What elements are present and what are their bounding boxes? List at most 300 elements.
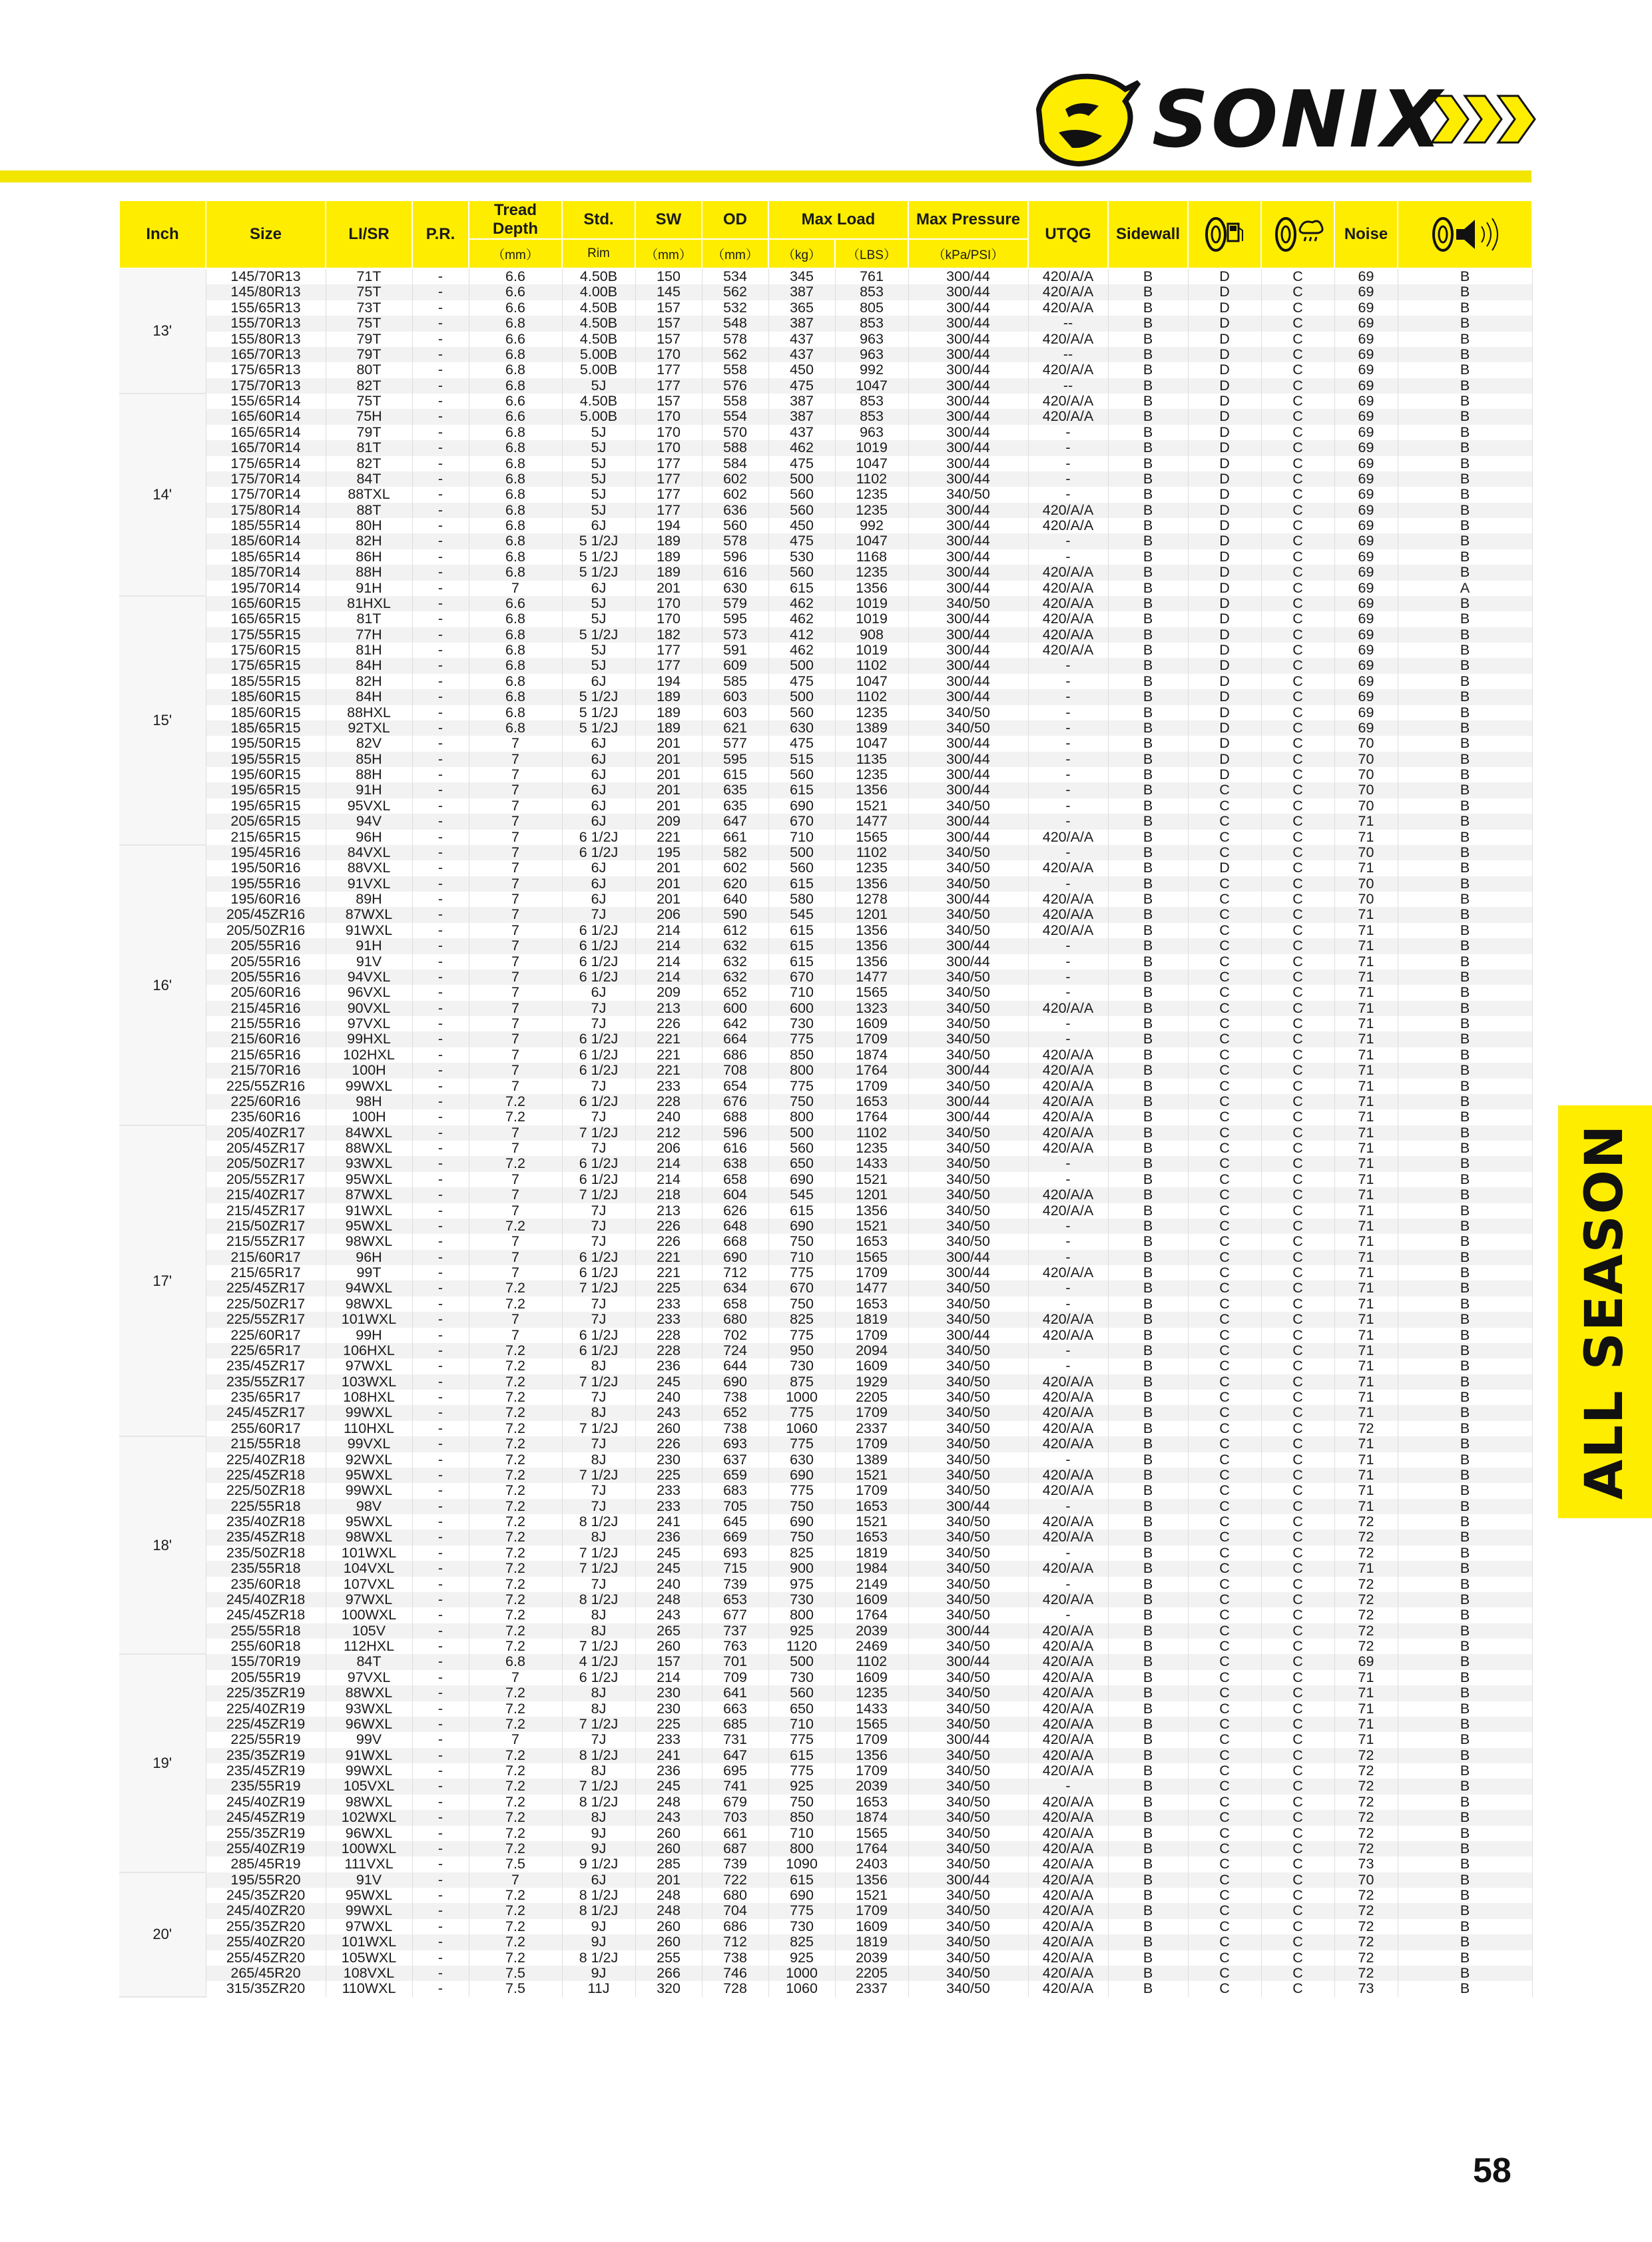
table-cell: 730	[768, 1358, 835, 1374]
table-cell: -	[412, 1296, 469, 1312]
table-cell: 87WXL	[326, 1187, 412, 1203]
table-cell: 69	[1334, 674, 1398, 689]
table-cell: 206	[635, 1141, 702, 1156]
table-cell: -	[412, 1919, 469, 1934]
table-row	[119, 1607, 1532, 1623]
table-cell: B	[1108, 1966, 1188, 1981]
table-cell: 175/65R15	[206, 658, 326, 673]
table-cell: 6 1/2J	[562, 1328, 635, 1343]
table-cell: 420/A/A	[1028, 1265, 1108, 1280]
table-cell: 710	[768, 1250, 835, 1265]
table-cell: C	[1261, 798, 1334, 814]
table-cell: 236	[635, 1763, 702, 1779]
table-cell: 1168	[835, 549, 908, 565]
table-cell: B	[1108, 440, 1188, 455]
table-cell: 7	[469, 892, 562, 907]
table-cell: B	[1398, 1639, 1532, 1654]
table-cell: -	[412, 503, 469, 518]
table-cell: 775	[768, 1483, 835, 1498]
table-cell: 206	[635, 907, 702, 922]
table-cell: -	[412, 1607, 469, 1623]
table-cell: 205/45ZR16	[206, 907, 326, 922]
table-cell: 679	[702, 1795, 768, 1810]
table-cell: C	[1261, 378, 1334, 394]
table-cell: 6.8	[469, 471, 562, 487]
table-cell: C	[1188, 1888, 1261, 1903]
table-cell: 590	[702, 907, 768, 922]
table-cell: 99T	[326, 1265, 412, 1280]
table-cell: 71	[1334, 1343, 1398, 1358]
table-cell: C	[1188, 1577, 1261, 1592]
table-cell: C	[1188, 1405, 1261, 1420]
table-row	[119, 1561, 1532, 1576]
table-cell: 420/A/A	[1028, 1748, 1108, 1763]
table-cell: 7	[469, 923, 562, 938]
table-cell: 6J	[562, 860, 635, 876]
table-cell: 612	[702, 923, 768, 938]
table-cell: 69	[1334, 487, 1398, 502]
table-cell: 6.8	[469, 440, 562, 455]
table-cell: 340/50	[908, 487, 1028, 502]
table-cell: 81T	[326, 440, 412, 455]
table-cell: 285/45R19	[206, 1856, 326, 1872]
table-cell: 615	[768, 938, 835, 954]
table-cell: B	[1108, 1468, 1188, 1483]
table-cell: C	[1261, 1779, 1334, 1794]
table-cell: 8J	[562, 1763, 635, 1779]
table-cell: 205/40ZR17	[206, 1125, 326, 1141]
table-cell: 1000	[768, 1390, 835, 1405]
table-cell: 201	[635, 782, 702, 798]
table-cell: -	[412, 752, 469, 767]
table-cell: 5J	[562, 378, 635, 394]
table-cell: 7 1/2J	[562, 1374, 635, 1390]
table-cell: 84H	[326, 658, 412, 673]
table-cell: B	[1108, 1499, 1188, 1514]
table-cell: B	[1108, 689, 1188, 704]
table-cell: 71	[1334, 1561, 1398, 1576]
table-cell: -	[412, 689, 469, 704]
table-cell: 340/50	[908, 1358, 1028, 1374]
table-cell: 1356	[835, 1203, 908, 1219]
table-cell: 825	[768, 1934, 835, 1950]
table-cell: 70	[1334, 767, 1398, 782]
table-cell: 106HXL	[326, 1343, 412, 1358]
table-cell: 8 1/2J	[562, 1950, 635, 1966]
table-row	[119, 985, 1532, 1000]
table-cell: 71	[1334, 1499, 1398, 1514]
table-row	[119, 565, 1532, 580]
table-cell: 71	[1334, 1234, 1398, 1249]
table-cell: 750	[768, 1234, 835, 1249]
table-cell: 7.2	[469, 1623, 562, 1639]
table-cell: 201	[635, 860, 702, 876]
table-cell: 615	[768, 1203, 835, 1219]
table-cell: 71	[1334, 1468, 1398, 1483]
table-cell: 925	[768, 1779, 835, 1794]
table-cell: C	[1188, 1468, 1261, 1483]
table-cell: 340/50	[908, 1374, 1028, 1390]
table-cell: 4.50B	[562, 268, 635, 284]
table-cell: C	[1261, 985, 1334, 1000]
table-cell: -	[412, 1826, 469, 1841]
table-cell: 221	[635, 1031, 702, 1047]
table-cell: C	[1188, 1436, 1261, 1452]
table-cell: -	[412, 1312, 469, 1327]
table-cell: 1565	[835, 1717, 908, 1732]
table-cell: 7	[469, 830, 562, 845]
table-cell: 340/50	[908, 1234, 1028, 1249]
table-cell: C	[1261, 1717, 1334, 1732]
table-cell: C	[1188, 1623, 1261, 1639]
table-cell: B	[1398, 1436, 1532, 1452]
table-cell: 9 1/2J	[562, 1856, 635, 1872]
table-cell: B	[1108, 456, 1188, 471]
table-cell: 6.6	[469, 394, 562, 409]
table-cell: 595	[702, 611, 768, 627]
table-cell: 81T	[326, 611, 412, 627]
table-cell: C	[1261, 705, 1334, 720]
table-cell: 420/A/A	[1028, 1328, 1108, 1343]
table-cell: 7J	[562, 1390, 635, 1405]
table-cell: 775	[768, 1763, 835, 1779]
table-cell: C	[1188, 1981, 1261, 1996]
table-cell: 185/65R15	[206, 720, 326, 736]
table-cell: 1929	[835, 1374, 908, 1390]
table-cell: -	[412, 1250, 469, 1265]
table-cell: 170	[635, 611, 702, 627]
table-cell: 72	[1334, 1592, 1398, 1607]
table-cell: 1764	[835, 1109, 908, 1125]
table-cell: 177	[635, 471, 702, 487]
table-cell: 97WXL	[326, 1919, 412, 1934]
table-cell: -	[1028, 1577, 1108, 1592]
table-cell: 340/50	[908, 798, 1028, 814]
table-cell: 71	[1334, 1717, 1398, 1732]
table-cell: 340/50	[908, 1639, 1028, 1654]
table-cell: 340/50	[908, 705, 1028, 720]
table-cell: 340/50	[908, 1779, 1028, 1794]
table-cell: 340/50	[908, 1468, 1028, 1483]
table-cell: 582	[702, 845, 768, 860]
table-cell: 92WXL	[326, 1452, 412, 1468]
table-cell: 615	[768, 581, 835, 596]
table-cell: 596	[702, 1125, 768, 1141]
table-cell: 110WXL	[326, 1981, 412, 1996]
table-cell: 71	[1334, 1001, 1398, 1016]
table-cell: 235/45ZR18	[206, 1530, 326, 1545]
table-cell: B	[1398, 1468, 1532, 1483]
table-cell: 300/44	[908, 300, 1028, 316]
table-cell: B	[1108, 1670, 1188, 1685]
table-row	[119, 1639, 1532, 1654]
table-cell: -	[412, 736, 469, 751]
table-cell: 245/35ZR20	[206, 1888, 326, 1903]
table-cell: 1653	[835, 1296, 908, 1312]
table-cell: 265	[635, 1623, 702, 1639]
table-cell: 70	[1334, 782, 1398, 798]
table-cell: -	[412, 860, 469, 876]
table-cell: D	[1188, 409, 1261, 424]
table-cell: B	[1398, 1856, 1532, 1872]
table-cell: 638	[702, 1156, 768, 1171]
table-cell: 4.50B	[562, 316, 635, 331]
table-cell: 88HXL	[326, 705, 412, 720]
table-cell: 82T	[326, 378, 412, 394]
table-cell: -	[412, 1934, 469, 1950]
table-cell: C	[1261, 1670, 1334, 1685]
table-cell: -	[1028, 1156, 1108, 1171]
table-cell: C	[1261, 456, 1334, 471]
table-cell: 1653	[835, 1094, 908, 1109]
table-cell: 300/44	[908, 736, 1028, 751]
table-cell: B	[1108, 332, 1188, 347]
table-cell: B	[1108, 782, 1188, 798]
table-cell: 300/44	[908, 471, 1028, 487]
table-cell: 243	[635, 1607, 702, 1623]
table-cell: 1019	[835, 611, 908, 627]
table-cell: 7.2	[469, 1841, 562, 1856]
table-cell: 103WXL	[326, 1374, 412, 1390]
table-cell: 72	[1334, 1950, 1398, 1966]
table-cell: D	[1188, 518, 1261, 533]
table-cell: C	[1188, 830, 1261, 845]
table-cell: B	[1108, 954, 1188, 970]
table-cell: 420/A/A	[1028, 892, 1108, 907]
table-cell: 236	[635, 1358, 702, 1374]
table-cell: B	[1108, 1452, 1188, 1468]
table-cell: B	[1108, 1280, 1188, 1296]
table-cell: B	[1398, 954, 1532, 970]
table-row	[119, 1872, 1532, 1888]
table-cell: 420/A/A	[1028, 1701, 1108, 1717]
table-cell: 4.00B	[562, 284, 635, 300]
table-cell: 6.8	[469, 705, 562, 720]
table-cell: 71	[1334, 954, 1398, 970]
table-cell: 71	[1334, 1125, 1398, 1141]
table-cell: 245/40ZR18	[206, 1592, 326, 1607]
table-cell: 420/A/A	[1028, 332, 1108, 347]
table-cell: 185/55R14	[206, 518, 326, 533]
table-cell: C	[1188, 1685, 1261, 1701]
table-cell: 5 1/2J	[562, 627, 635, 643]
table-cell: 5 1/2J	[562, 549, 635, 565]
table-cell: C	[1261, 1296, 1334, 1312]
table-cell: -	[1028, 1250, 1108, 1265]
table-cell: 554	[702, 409, 768, 424]
table-cell: 175/60R15	[206, 643, 326, 658]
table-cell: 201	[635, 581, 702, 596]
table-cell: B	[1398, 1079, 1532, 1094]
table-cell: 300/44	[908, 1063, 1028, 1078]
table-cell: 255/60R18	[206, 1639, 326, 1654]
table-cell: 300/44	[908, 627, 1028, 643]
table-cell: 230	[635, 1452, 702, 1468]
table-cell: -	[1028, 1343, 1108, 1358]
table-cell: 84H	[326, 689, 412, 704]
table-cell: B	[1108, 1561, 1188, 1576]
table-cell: 7.2	[469, 1717, 562, 1732]
table-cell: 88TXL	[326, 487, 412, 502]
table-cell: B	[1398, 627, 1532, 643]
table-cell: 157	[635, 1654, 702, 1669]
table-cell: 260	[635, 1841, 702, 1856]
table-cell: 243	[635, 1810, 702, 1825]
table-cell: B	[1398, 1219, 1532, 1234]
table-cell: -	[1028, 798, 1108, 814]
table-cell: 340/50	[908, 1125, 1028, 1141]
table-cell: -	[1028, 1779, 1108, 1794]
table-cell: 6.8	[469, 674, 562, 689]
table-cell: 850	[768, 1047, 835, 1063]
table-cell: 1047	[835, 456, 908, 471]
table-cell: 761	[835, 268, 908, 284]
table-cell: 69	[1334, 362, 1398, 378]
table-cell: 340/50	[908, 1187, 1028, 1203]
table-cell: 420/A/A	[1028, 1919, 1108, 1934]
table-cell: 340/50	[908, 1296, 1028, 1312]
table-cell: 248	[635, 1795, 702, 1810]
table-cell: 235/50ZR18	[206, 1545, 326, 1561]
table-cell: 70	[1334, 752, 1398, 767]
table-cell: 7.2	[469, 1888, 562, 1903]
table-cell: 730	[768, 1592, 835, 1607]
table-cell: B	[1398, 830, 1532, 845]
table-cell: 603	[702, 705, 768, 720]
table-cell: C	[1261, 1328, 1334, 1343]
table-cell: 602	[702, 860, 768, 876]
col-sidewall: Sidewall	[1108, 200, 1188, 268]
table-cell: 1764	[835, 1063, 908, 1078]
table-cell: 71	[1334, 1203, 1398, 1219]
table-cell: 534	[702, 268, 768, 284]
table-cell: 84T	[326, 471, 412, 487]
table-cell: 255/55R18	[206, 1623, 326, 1639]
table-cell: 300/44	[908, 1623, 1028, 1639]
table-cell: 71	[1334, 1094, 1398, 1109]
table-cell: 69	[1334, 689, 1398, 704]
table-cell: -	[412, 705, 469, 720]
table-cell: C	[1188, 1296, 1261, 1312]
table-cell: 155/80R13	[206, 332, 326, 347]
rim-size-group: 16'	[119, 845, 206, 1125]
table-cell: -	[412, 471, 469, 487]
table-cell: 300/44	[908, 814, 1028, 829]
table-cell: C	[1261, 1950, 1334, 1966]
table-cell: 150	[635, 268, 702, 284]
table-cell: 235/60R18	[206, 1577, 326, 1592]
table-cell: B	[1108, 1094, 1188, 1109]
table-cell: B	[1108, 1685, 1188, 1701]
table-cell: -	[412, 425, 469, 440]
table-cell: 708	[702, 1063, 768, 1078]
table-cell: B	[1108, 1795, 1188, 1810]
table-cell: 195/55R16	[206, 876, 326, 892]
table-cell: 221	[635, 1063, 702, 1078]
table-cell: 69	[1334, 627, 1398, 643]
table-cell: -	[1028, 1499, 1108, 1514]
table-cell: 7.2	[469, 1950, 562, 1966]
table-row	[119, 1763, 1532, 1779]
table-cell: C	[1188, 954, 1261, 970]
table-cell: 686	[702, 1047, 768, 1063]
table-cell: B	[1398, 284, 1532, 300]
table-row	[119, 814, 1532, 829]
table-cell: -	[412, 1203, 469, 1219]
table-cell: B	[1398, 1483, 1532, 1498]
table-cell: 201	[635, 1872, 702, 1888]
table-cell: 340/50	[908, 1763, 1028, 1779]
table-cell: D	[1188, 456, 1261, 471]
table-cell: 88H	[326, 767, 412, 782]
table-cell: 300/44	[908, 394, 1028, 409]
table-cell: C	[1261, 1187, 1334, 1203]
table-cell: 98H	[326, 1094, 412, 1109]
table-cell: 88VXL	[326, 860, 412, 876]
table-cell: 7	[469, 1016, 562, 1031]
table-row	[119, 1468, 1532, 1483]
table-cell: C	[1261, 1250, 1334, 1265]
table-cell: 775	[768, 1732, 835, 1747]
table-cell: -	[412, 1374, 469, 1390]
table-cell: 387	[768, 409, 835, 424]
table-cell: 340/50	[908, 1888, 1028, 1903]
table-cell: 205/55R16	[206, 938, 326, 954]
table-cell: 710	[768, 830, 835, 845]
table-row	[119, 1031, 1532, 1047]
table-cell: 6.8	[469, 378, 562, 394]
table-cell: 709	[702, 1670, 768, 1685]
table-cell: C	[1188, 1810, 1261, 1825]
table-cell: 7.2	[469, 1468, 562, 1483]
table-cell: B	[1108, 1187, 1188, 1203]
table-cell: B	[1108, 1374, 1188, 1390]
table-cell: C	[1261, 1919, 1334, 1934]
table-cell: B	[1398, 1374, 1532, 1390]
table-cell: B	[1108, 1654, 1188, 1669]
table-row	[119, 1390, 1532, 1405]
table-cell: 1653	[835, 1795, 908, 1810]
table-cell: 7.2	[469, 1514, 562, 1530]
table-cell: B	[1108, 923, 1188, 938]
table-row	[119, 1047, 1532, 1063]
table-cell: 7.2	[469, 1421, 562, 1436]
table-cell: 340/50	[908, 970, 1028, 985]
category-tab	[1558, 1105, 1652, 1518]
table-cell: 300/44	[908, 518, 1028, 533]
table-cell: 218	[635, 1187, 702, 1203]
table-row	[119, 907, 1532, 922]
table-cell: 300/44	[908, 409, 1028, 424]
table-row	[119, 1670, 1532, 1685]
table-cell: 1521	[835, 1468, 908, 1483]
table-cell: 7	[469, 767, 562, 782]
table-cell: 97VXL	[326, 1016, 412, 1031]
table-cell: 170	[635, 596, 702, 611]
table-cell: D	[1188, 347, 1261, 362]
table-cell: 775	[768, 1903, 835, 1918]
table-cell: 7.2	[469, 1094, 562, 1109]
table-cell: 7	[469, 1312, 562, 1327]
table-cell: 992	[835, 362, 908, 378]
table-cell: B	[1108, 596, 1188, 611]
table-row	[119, 1265, 1532, 1280]
table-cell: C	[1261, 1125, 1334, 1141]
table-cell: B	[1398, 1888, 1532, 1903]
table-cell: 636	[702, 503, 768, 518]
table-cell: 8 1/2J	[562, 1748, 635, 1763]
table-cell: C	[1188, 1125, 1261, 1141]
